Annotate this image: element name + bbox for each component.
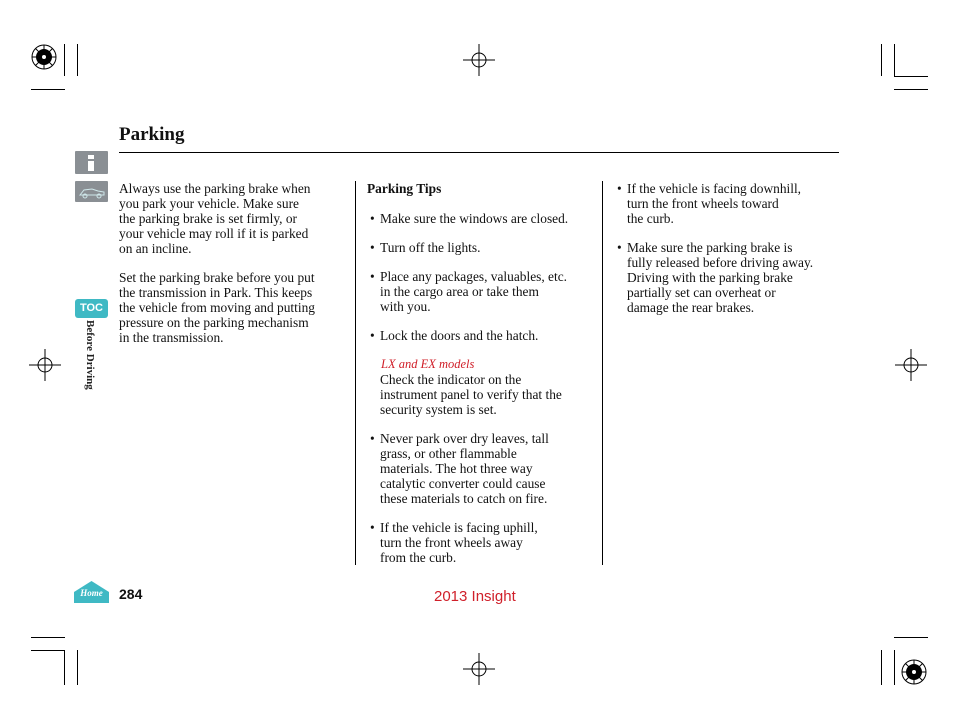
registration-crosshair-icon: [463, 44, 495, 76]
info-index-button[interactable]: [75, 151, 108, 174]
intro-paragraph: Set the parking brake before you put the transmission in Park. This keeps the vehicle from moving and putting pressure on the parking mechanism in the transmission.: [119, 270, 315, 345]
tip-bullet: • Place any packages, valuables, etc. in the cargo area or take them with you.: [367, 269, 599, 314]
model-note: [367, 357, 599, 417]
toc-label: TOC: [79, 302, 104, 314]
column-divider: [602, 181, 603, 565]
tip-bullet: • If the vehicle is facing uphill, turn the front wheels away from the curb.: [367, 520, 599, 565]
page-title: Parking: [119, 124, 185, 145]
model-note-text: Check the indicator on the instrument panel to verify that the security system is set.: [380, 372, 562, 417]
tip-bullet: • Lock the doors and the hatch.: [367, 328, 599, 343]
section-tab-label: Before Driving: [84, 320, 96, 390]
tip-bullet: • If the vehicle is facing downhill, turn the front wheels toward the curb.: [617, 181, 849, 226]
tip-bullet: • Make sure the windows are closed.: [367, 211, 599, 226]
page-number: 284: [119, 586, 143, 602]
registration-crosshair-icon: [29, 349, 61, 381]
toc-button[interactable]: [75, 299, 108, 318]
title-divider: [119, 152, 839, 153]
home-button[interactable]: [73, 580, 110, 604]
registration-crosshair-icon: [895, 349, 927, 381]
registration-crosshair-icon: [463, 653, 495, 685]
intro-column: [119, 181, 351, 345]
home-label: Home: [80, 588, 103, 598]
column-divider: [355, 181, 356, 565]
intro-paragraph: Always use the parking brake when you park your vehicle. Make sure the parking brake is set firmly, or your vehicle may roll if it is parked on an incline.: [119, 181, 311, 256]
vehicle-index-button[interactable]: [75, 181, 108, 202]
parking-tips-column: [367, 181, 599, 579]
tip-bullet: • Make sure the parking brake is fully released before driving away. Driving with the parking brake partially set can overheat or damage the rear brakes.: [617, 240, 849, 315]
parking-tips-heading: Parking Tips: [367, 181, 442, 196]
car-icon: [75, 181, 108, 202]
info-icon: [75, 151, 108, 174]
registration-starburst-icon: [901, 659, 927, 685]
registration-starburst-icon: [31, 44, 57, 70]
model-note-label: LX and EX models: [381, 357, 475, 371]
tip-bullet: • Never park over dry leaves, tall grass, or other flammable materials. The hot three way catalytic converter could cause these materials to catch on fire.: [367, 431, 599, 506]
footer-model-name: 2013 Insight: [434, 588, 516, 605]
tip-bullet: • Turn off the lights.: [367, 240, 599, 255]
parking-tips-continued-column: [617, 181, 849, 329]
